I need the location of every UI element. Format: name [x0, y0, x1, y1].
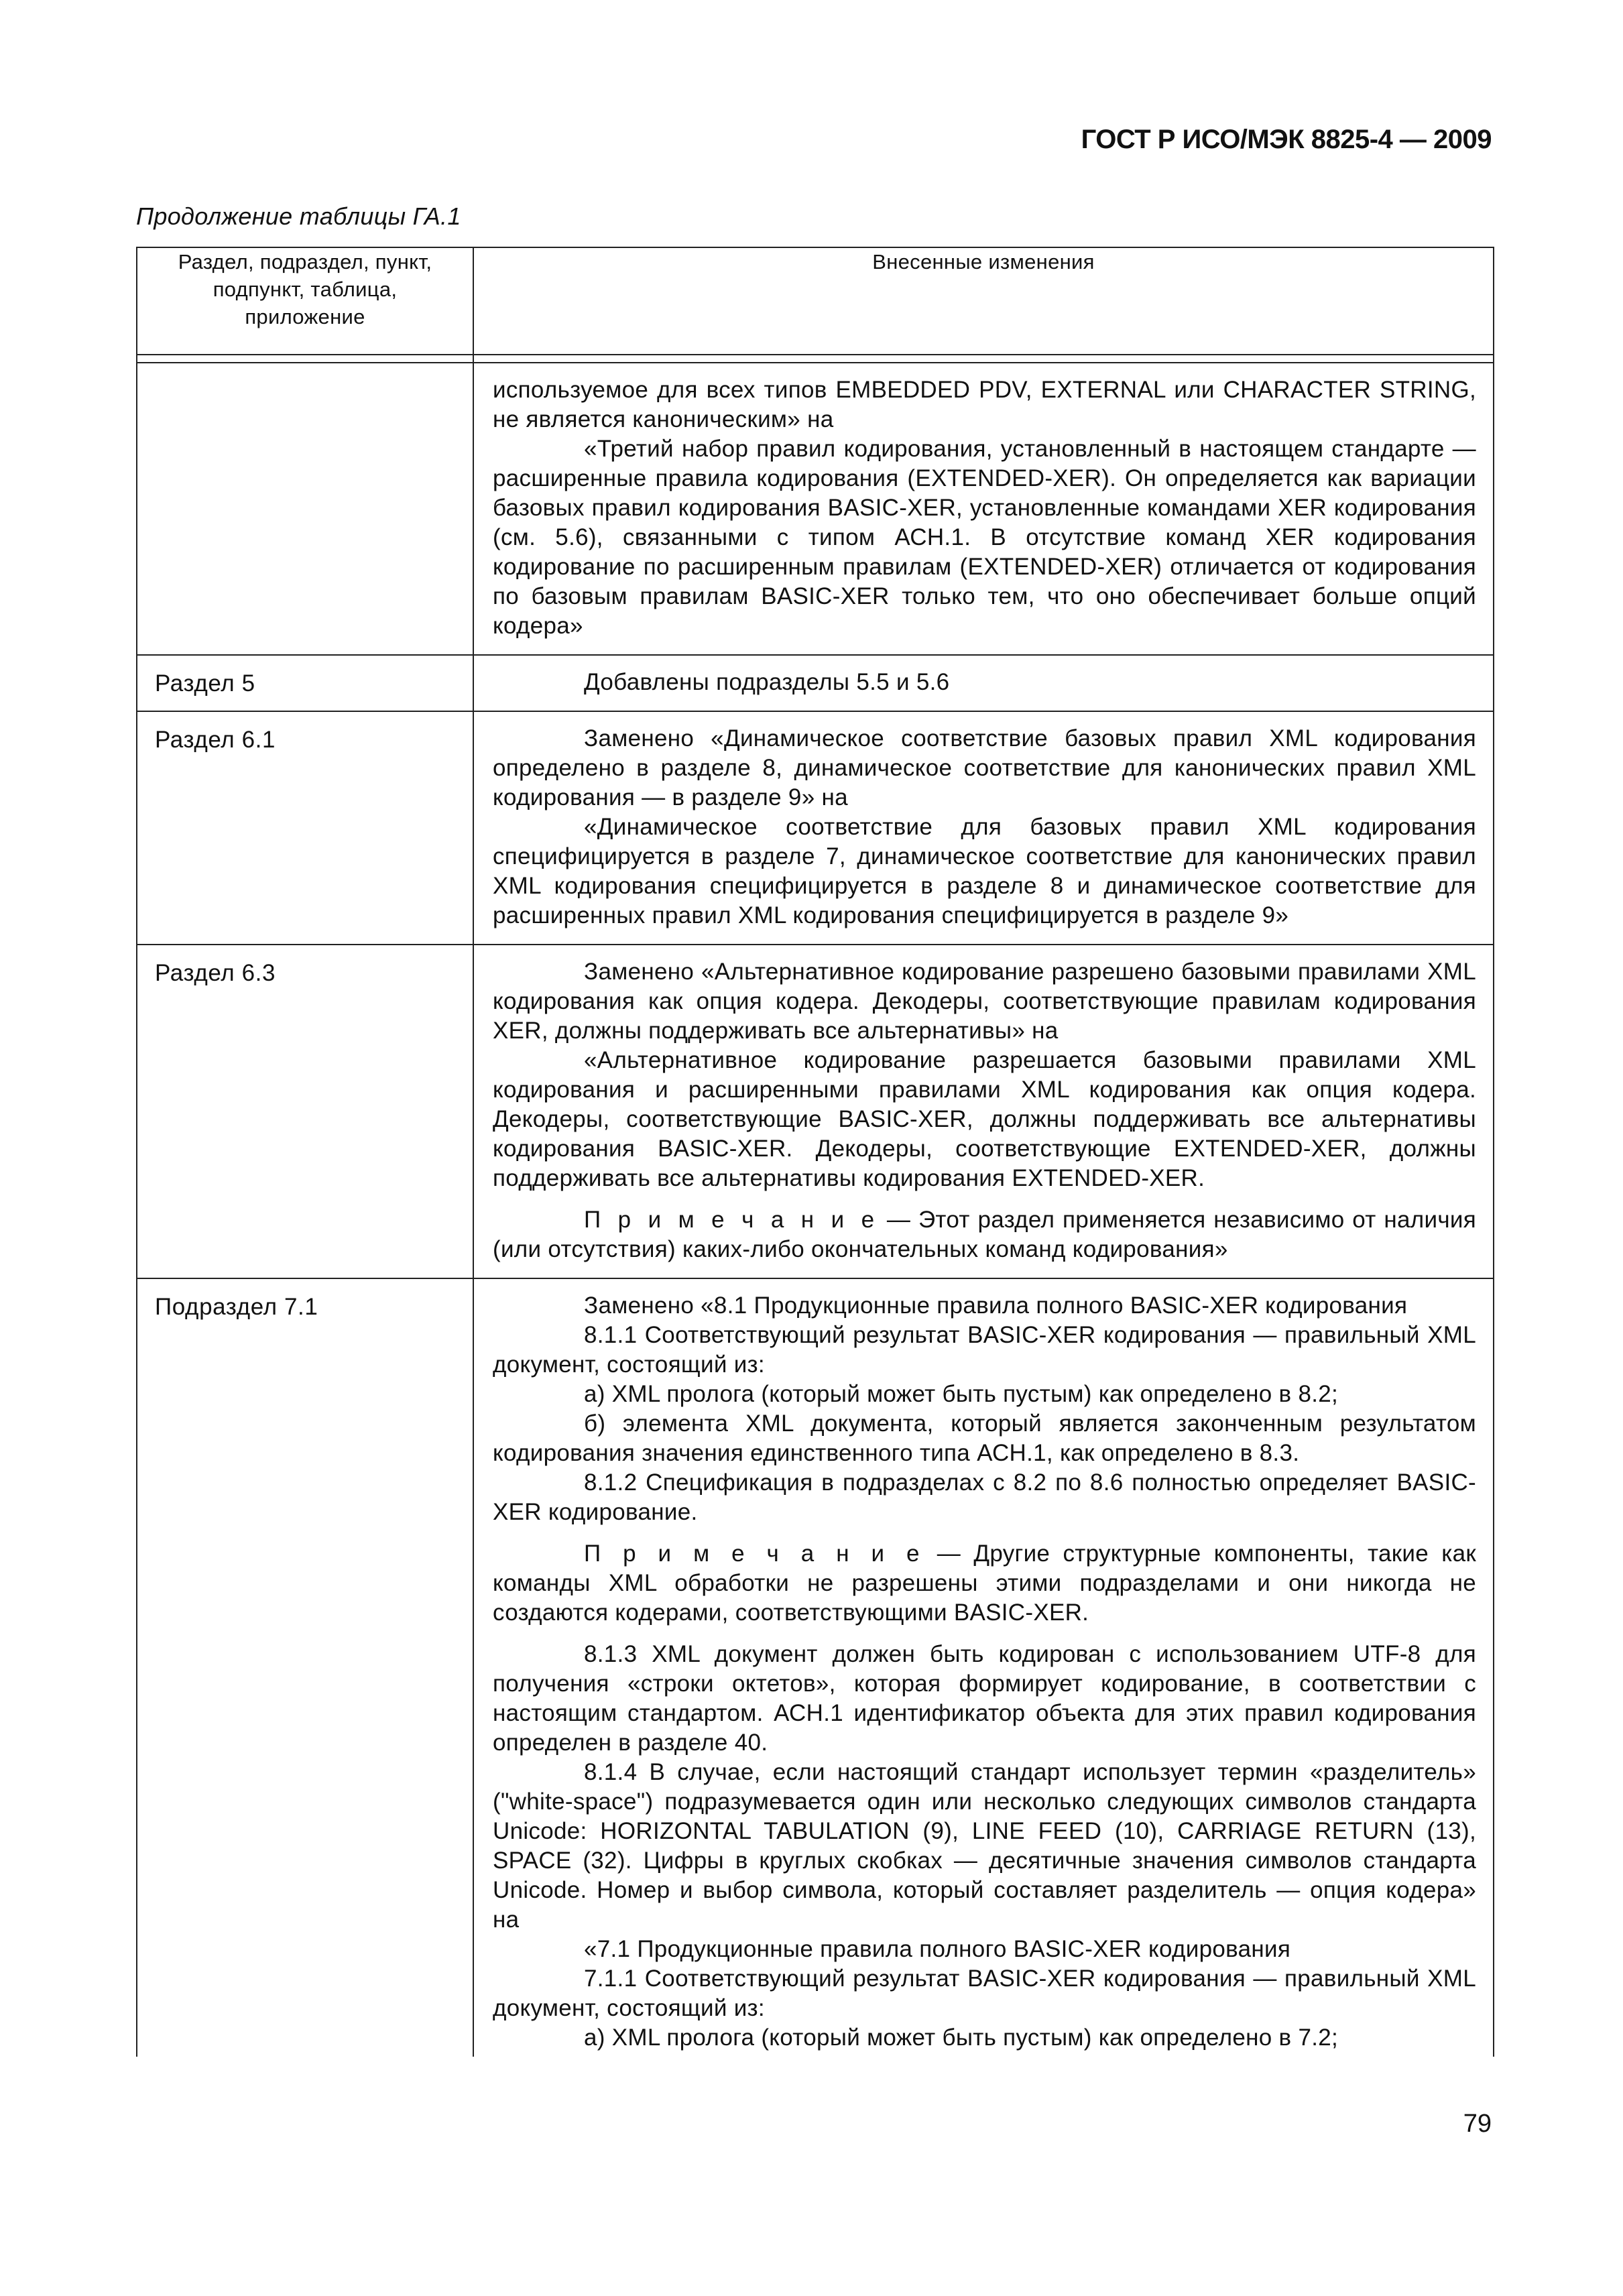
paragraph: «Альтернативное кодирование разрешается базовыми правилами XML кодирования и расширенными правилами XML кодирования как опция кодера. Декодеры, соответствующие BASIC-XER, должны поддерживать все альтернативы кодирования BASIC-XER. Декодеры, соответствующие EXTENDED-XER, должны поддерживать все альтернативы кодирования EXTENDED-XER. — [493, 1047, 1476, 1191]
paragraph: «Динамическое соответствие для базовых правил XML кодирования специфицируется в разделе 7, динамическое соответствие для канонических правил XML кодирования специфицируется в разделе 8 и динамическое соответствие для расширенных правил XML кодирования специфицируется в разделе 9» — [493, 814, 1477, 928]
table-row — [137, 1278, 1494, 2057]
changes-cell — [473, 655, 1494, 711]
section-cell: Раздел 6.1 — [137, 711, 473, 945]
note-paragraph — [493, 1205, 1476, 1264]
paragraph: 8.1.4 В случае, если настоящий стандарт использует термин «разделитель» ("white-space") подразумевается один или несколько следующих символов стандарта Unicode: HORIZONTAL TABULATION (9), LINE FEED (10), CARRIAGE RETURN (13), SPACE (32). Цифры в круглых скобках — десятичные значения символов стандарта Unicode. Номер и выбор символа, который составляет разделитель — опция кодера» на — [493, 1759, 1476, 1933]
paragraph: Заменено «Динамическое соответствие базовых правил XML кодирования определено в разделе 8, динамическое соответствие для канонических правил XML кодирования — в разделе 9» на — [493, 725, 1476, 810]
paragraph: б) элемента XML документа, который является законченным результатом кодирования значения единственного типа АСН.1, как определено в 8.3. — [493, 1410, 1476, 1466]
table-row — [137, 363, 1494, 655]
paragraph: Заменено «8.1 Продукционные правила полного BASIC-XER кодирования — [584, 1292, 1408, 1319]
note-label: П р и м е ч а н и е — [584, 1207, 880, 1233]
section-cell: Подраздел 7.1 — [137, 1278, 473, 2057]
changes-cell — [473, 363, 1494, 655]
paragraph: a) XML пролога (который может быть пустым) как определено в 8.2; — [584, 1381, 1339, 1407]
paragraph: «Третий набор правил кодирования, установленный в настоящем стандарте — расширенные правила кодирования (EXTENDED-XER). Он определяется как вариации базовых правил кодирования BASIC-XER, установленные командами XER кодирования (см. 5.6), связанными с типом АСН.1. В отсутствие команд XER кодирования кодирование по расширенным правилам (EXTENDED-XER) отличается от кодирования по базовым правилам BASIC-XER только тем, что оно обеспечивает больше опций кодера» — [493, 436, 1476, 639]
section-cell: Раздел 5 — [137, 655, 473, 711]
changes-cell — [473, 711, 1494, 945]
note-label: П р и м е ч а н и е — [584, 1540, 924, 1567]
note-text: — Другие структурные компоненты, такие как команды XML обработки не разрешены этими подразделами и они никогда не создаются кодерами, соответствующими BASIC-XER. — [493, 1540, 1476, 1626]
paragraph: a) XML пролога (который может быть пустым) как определено в 7.2; — [584, 2025, 1339, 2051]
paragraph: Добавлены подразделы 5.5 и 5.6 — [584, 669, 950, 695]
table-caption: Продолжение таблицы ГА.1 — [136, 202, 461, 230]
paragraph: 7.1.1 Соответствующий результат BASIC-XER кодирования — правильный XML документ, состоящий из: — [493, 1966, 1476, 2021]
table-row — [137, 655, 1494, 711]
table-row — [137, 945, 1494, 1278]
document-header: ГОСТ Р ИСО/МЭК 8825-4 — 2009 — [1081, 125, 1492, 154]
paragraph: Заменено «Альтернативное кодирование разрешено базовыми правилами XML кодирования как опция кодера. Декодеры, соответствующие правилам кодирования XER, должны поддерживать все альтернативы» на — [493, 959, 1476, 1044]
section-cell: Раздел 6.3 — [137, 945, 473, 1278]
column-header-changes: Внесенные изменения — [473, 247, 1494, 355]
page-number: 79 — [1463, 2110, 1492, 2138]
note-text: — Этот раздел применяется независимо от наличия (или отсутствия) каких-либо окончательных команд кодирования» — [493, 1207, 1476, 1262]
paragraph: используемое для всех типов EMBEDDED PDV, EXTERNAL или CHARACTER STRING, не является каноническим» на — [493, 377, 1476, 432]
paragraph: «7.1 Продукционные правила полного BASIC-XER кодирования — [584, 1936, 1291, 1962]
header-separator — [137, 355, 1494, 363]
table-row — [137, 711, 1494, 945]
changes-table — [136, 247, 1494, 2057]
changes-cell — [473, 945, 1494, 1278]
column-header-section: Раздел, подраздел, пункт, подпункт, таблица, приложение — [137, 247, 473, 355]
paragraph: 8.1.2 Спецификация в подразделах с 8.2 по 8.6 полностью определяет BASIC-XER кодирование. — [493, 1469, 1476, 1525]
paragraph: 8.1.3 XML документ должен быть кодирован с использованием UTF-8 для получения «строки октетов», которая формирует кодирование, в соответствии с настоящим стандартом. АСН.1 идентификатор объекта для этих правил кодирования определен в разделе 40. — [493, 1641, 1476, 1756]
table-header-row — [137, 247, 1494, 355]
note-paragraph — [493, 1539, 1476, 1628]
changes-cell — [473, 1278, 1494, 2057]
paragraph: 8.1.1 Соответствующий результат BASIC-XER кодирования — правильный XML документ, состоящий из: — [493, 1322, 1476, 1378]
section-cell — [137, 363, 473, 655]
